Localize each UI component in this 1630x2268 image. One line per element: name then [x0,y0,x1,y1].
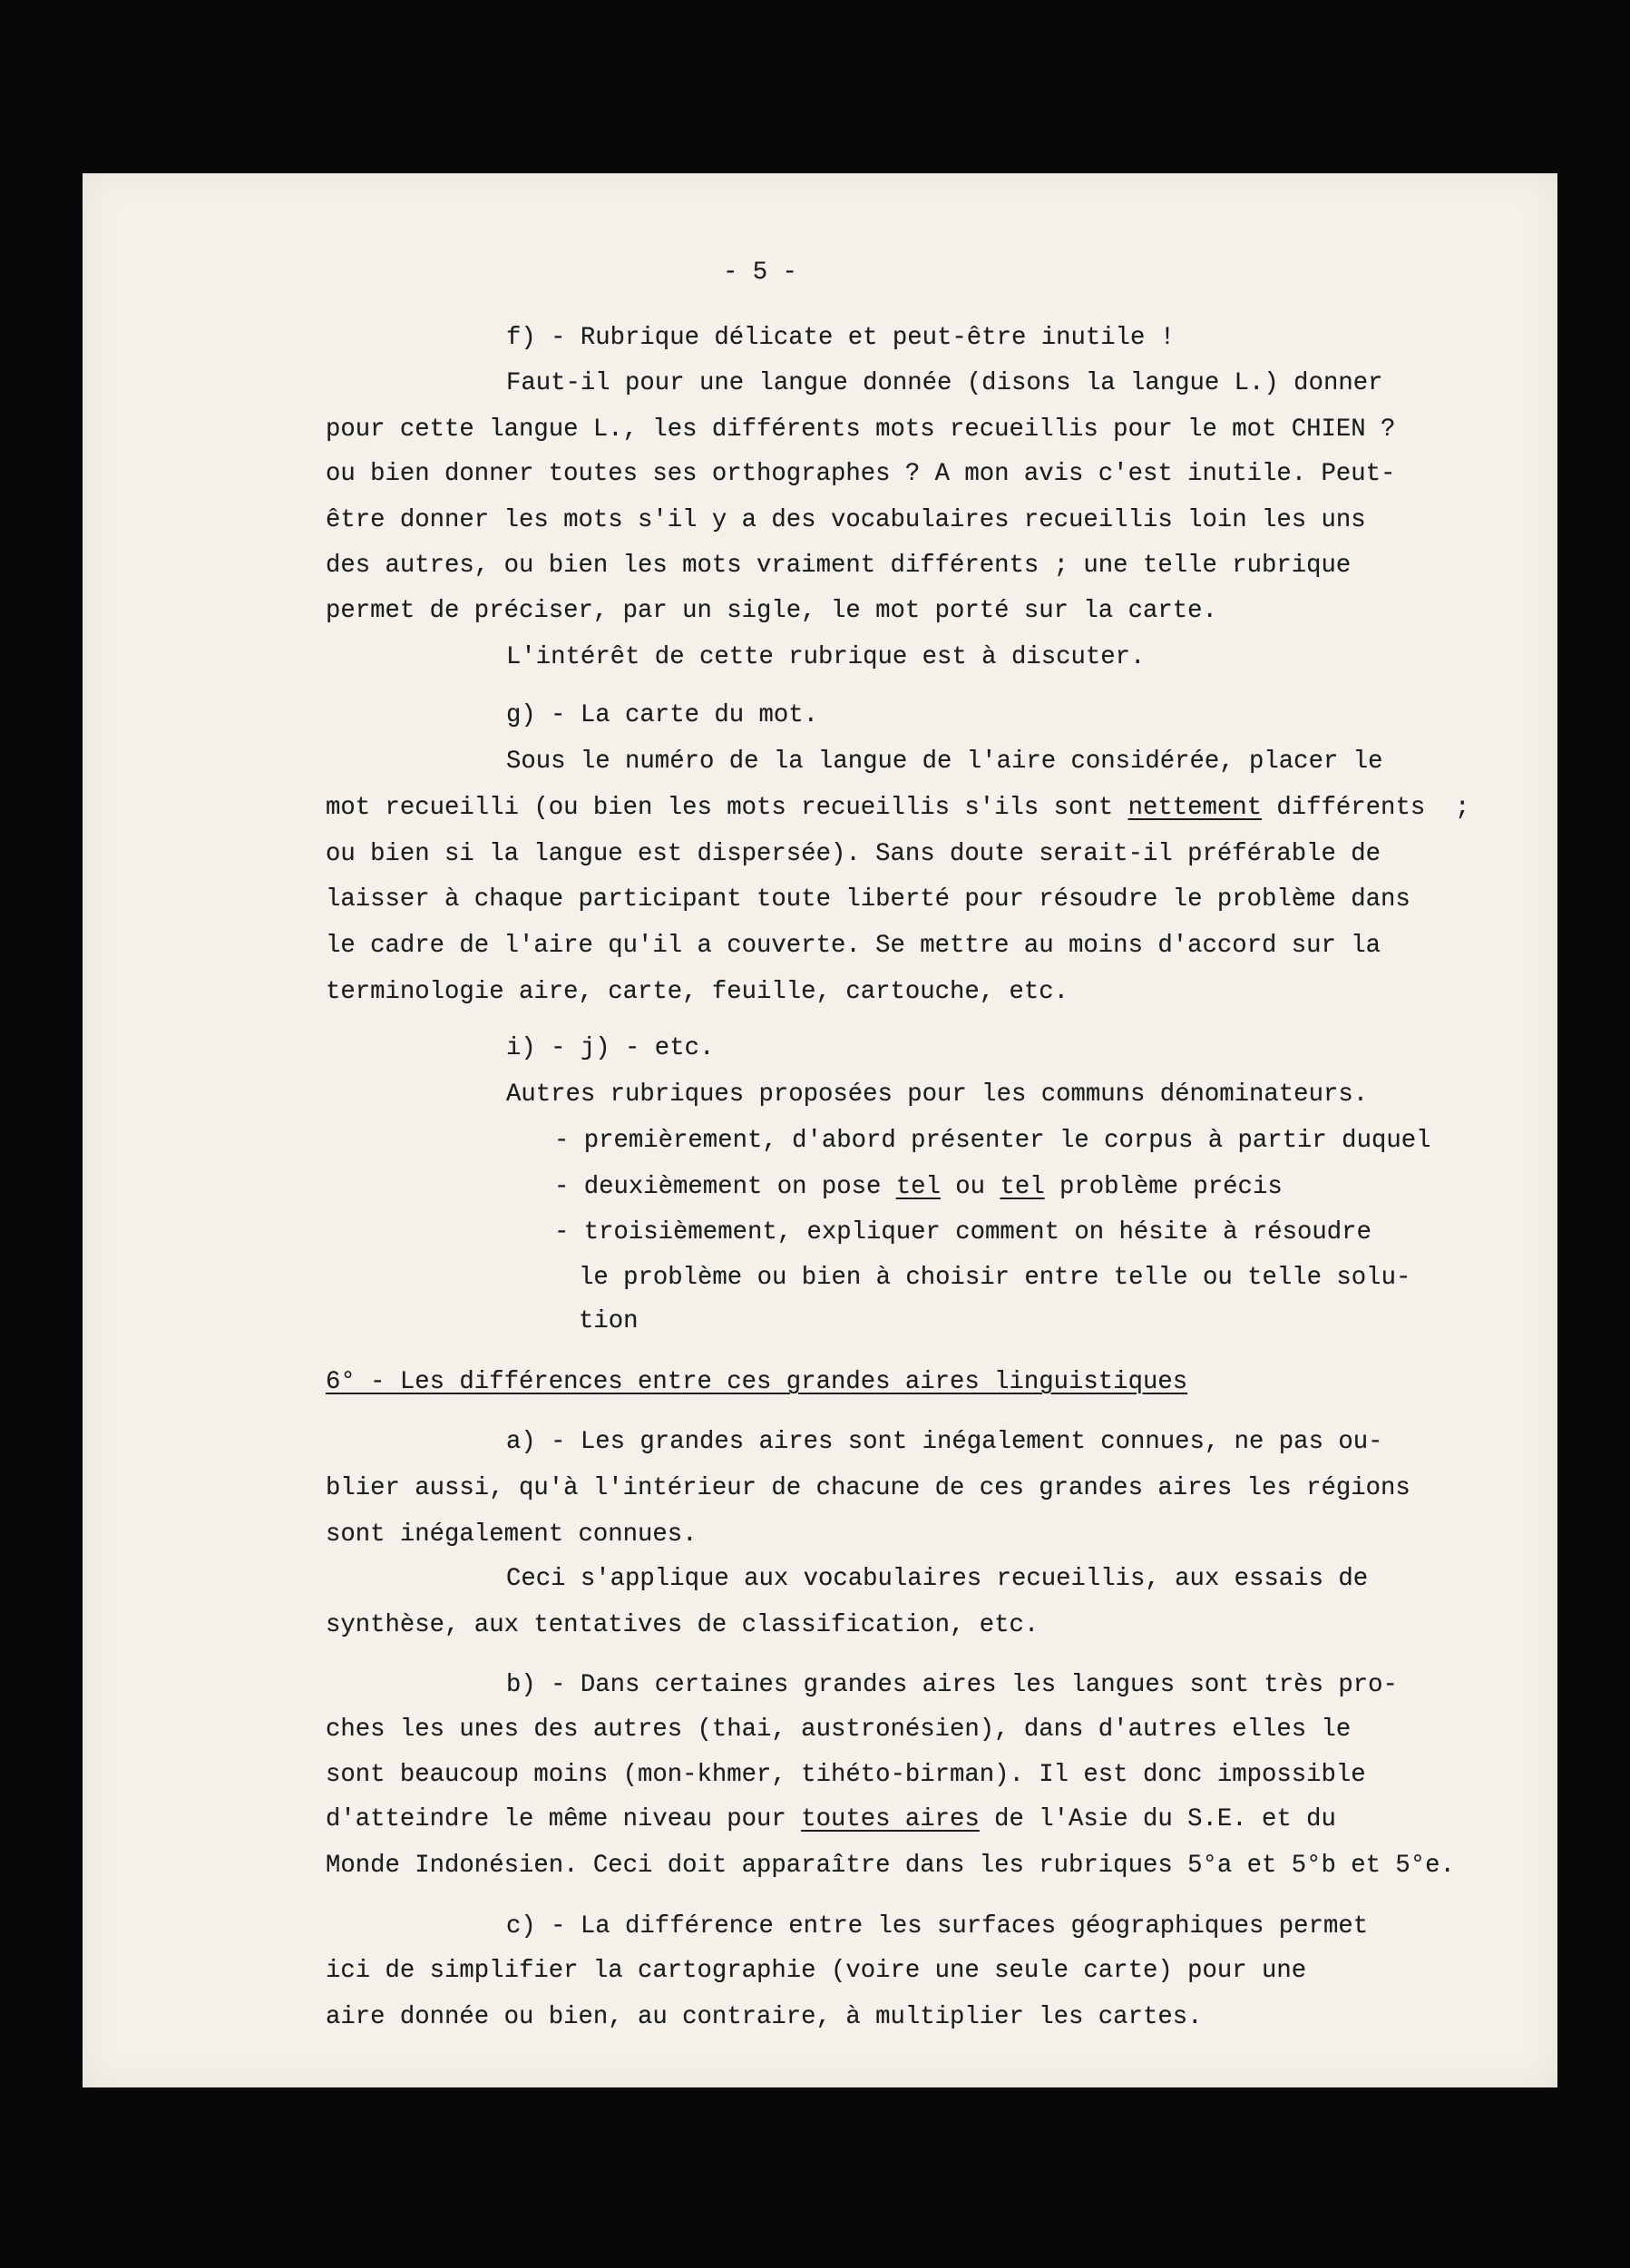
text-segment: mot recueilli (ou bien les mots recueillis s'ils sont [326,794,1128,822]
list-item-continuation: le problème ou bien à choisir entre telle ou telle solu- [579,1264,1411,1292]
text-line: laisser à chaque participant toute liberté pour résoudre le problème dans [326,885,1410,914]
page-number: - 5 - [723,259,797,287]
text-line: blier aussi, qu'à l'intérieur de chacune de ces grandes aires les régions [326,1474,1410,1502]
list-item: - troisièmement, expliquer comment on hésite à résoudre [554,1218,1371,1246]
underlined-word: tel [1000,1173,1045,1201]
text-segment: - deuxièmement on pose [554,1173,896,1201]
text-line: ou bien si la langue est dispersée). Sans doute serait-il préférable de [326,840,1381,868]
text-segment: problème précis [1044,1173,1283,1201]
text-line: des autres, ou bien les mots vraiment différents ; une telle rubrique [326,552,1352,580]
text-line: g) - La carte du mot. [506,701,818,729]
text-line: ici de simplifier la cartographie (voire une seule carte) pour une [326,1957,1307,1985]
text-line: f) - Rubrique délicate et peut-être inutile ! [506,324,1176,352]
text-line: permet de préciser, par un sigle, le mot porté sur la carte. [326,597,1217,625]
section-title: 6° - Les différences entre ces grandes aires linguistiques [326,1368,1188,1396]
list-item: - premièrement, d'abord présenter le corpus à partir duquel [554,1127,1431,1155]
text-line: le cadre de l'aire qu'il a couverte. Se mettre au moins d'accord sur la [326,932,1381,960]
text-line: sont beaucoup moins (mon-khmer, tihéto-birman). Il est donc impossible [326,1761,1366,1789]
text-segment: d'atteindre le même niveau pour [326,1805,802,1833]
underlined-word: tel [895,1173,941,1201]
text-line: ches les unes des autres (thai, austronésien), dans d'autres elles le [326,1716,1352,1744]
text-line: être donner les mots s'il y a des vocabulaires recueillis loin les uns [326,506,1366,534]
text-line: pour cette langue L., les différents mots recueillis pour le mot CHIEN ? [326,415,1396,444]
underlined-phrase: toutes aires [801,1805,980,1833]
text-segment: ou [940,1173,1000,1201]
text-line: Ceci s'applique aux vocabulaires recueillis, aux essais de [506,1565,1369,1593]
text-line: i) - j) - etc. [506,1034,715,1062]
list-item [554,1175,1283,1200]
text-line: Faut-il pour une langue donnée (disons la langue L.) donner [506,369,1383,397]
text-line: Autres rubriques proposées pour les communs dénominateurs. [506,1080,1369,1109]
text-line: terminologie aire, carte, feuille, cartouche, etc. [326,978,1069,1006]
text-line: sont inégalement connues. [326,1520,698,1549]
text-line [326,796,1469,821]
text-line: c) - La différence entre les surfaces géographiques permet [506,1912,1369,1941]
list-item-continuation: tion [579,1307,639,1335]
text-line [326,1807,1336,1833]
text-line: a) - Les grandes aires sont inégalement connues, ne pas ou- [506,1428,1383,1456]
text-line: Sous le numéro de la langue de l'aire considérée, placer le [506,748,1383,776]
text-line: ou bien donner toutes ses orthographes ? A mon avis c'est inutile. Peut- [326,460,1396,488]
text-line: Monde Indonésien. Ceci doit apparaître dans les rubriques 5°a et 5°b et 5°e. [326,1852,1455,1880]
text-line: b) - Dans certaines grandes aires les langues sont très pro- [506,1671,1398,1699]
text-line: L'intérêt de cette rubrique est à discuter. [506,643,1146,671]
text-segment: de l'Asie du S.E. et du [979,1805,1336,1833]
underlined-word: nettement [1127,794,1263,822]
text-segment: différents ; [1262,794,1470,822]
text-line: synthèse, aux tentatives de classification, etc. [326,1611,1039,1639]
text-line: aire donnée ou bien, au contraire, à multiplier les cartes. [326,2003,1203,2031]
